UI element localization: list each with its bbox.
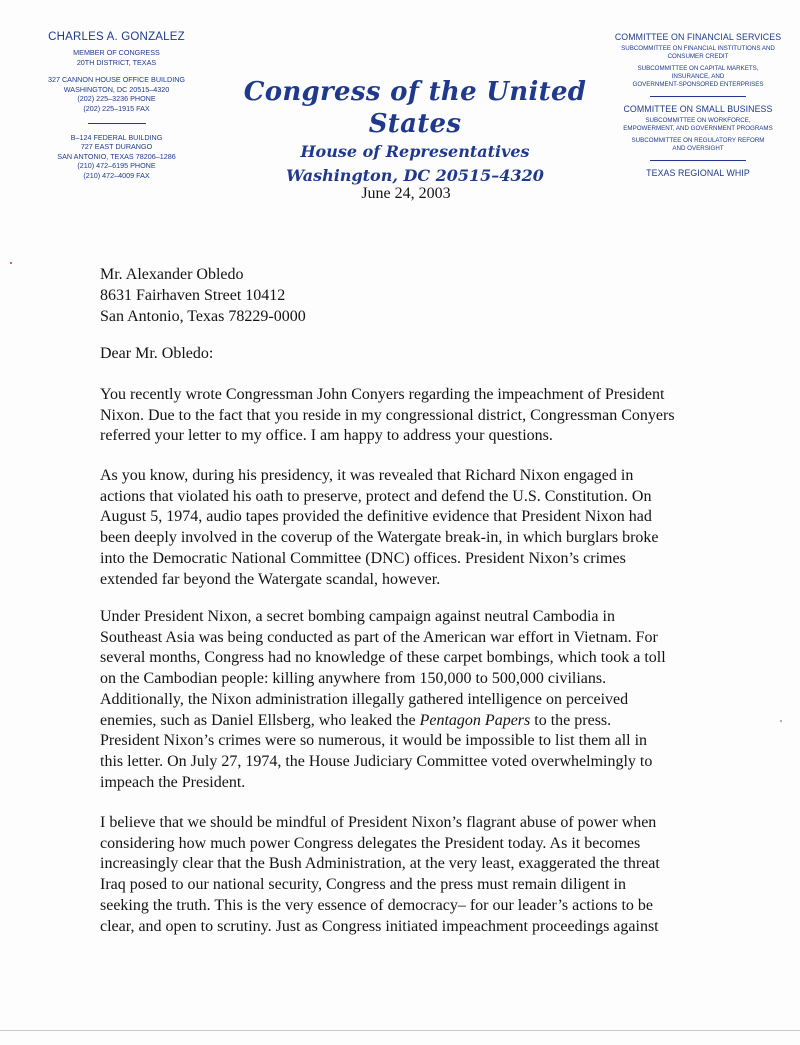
text-line: referred your letter to my office. I am happy to address your questions. — [100, 427, 553, 445]
paragraph-3 — [100, 607, 760, 793]
recipient-address — [100, 264, 306, 327]
paragraph-1 — [100, 385, 760, 447]
text-line: several months, Congress had no knowledge of these carpet bombings, which took a toll — [100, 649, 666, 667]
subcommittee-line: EMPOWERMENT, AND GOVERNMENT PROGRAMS — [623, 125, 773, 132]
tx-office-line: (210) 472–4009 FAX — [83, 170, 150, 180]
divider — [650, 96, 746, 97]
text-line: increasingly clear that the Bush Administration, at the very least, exaggerated the threat — [100, 855, 660, 873]
paragraph-2 — [100, 466, 760, 590]
text-line: Under President Nixon, a secret bombing campaign against neutral Cambodia in — [100, 608, 615, 625]
text-line: into the Democratic National Committee (DNC) offices. President Nixon’s crimes — [100, 549, 626, 567]
tx-office-line: SAN ANTONIO, TEXAS 78206–1286 — [57, 151, 176, 161]
text-line: impeach the President. — [100, 773, 246, 791]
subcommittee-line: SUBCOMMITTEE ON REGULATORY REFORM — [631, 137, 765, 144]
subcommittee-line: GOVERNMENT-SPONSORED ENTERPRISES — [632, 81, 764, 88]
scan-speck — [780, 720, 782, 722]
text-line: Nixon. Due to the fact that you reside in my congressional district, Congressman Conyers — [100, 406, 675, 424]
letter-date: June 24, 2003 — [361, 185, 451, 202]
divider — [88, 123, 146, 124]
congress-title: Congress of the United States — [243, 77, 587, 139]
text-line: considering how much power Congress delegates the President today. As it becomes — [100, 834, 641, 852]
member-district: 20TH DISTRICT, TEXAS — [76, 57, 157, 67]
subcommittee-line: INSURANCE, AND — [671, 73, 725, 80]
dc-office-line: (202) 225–1915 FAX — [83, 103, 150, 113]
text-line — [100, 711, 760, 732]
dc-office-line: 327 CANNON HOUSE OFFICE BUILDING — [48, 75, 185, 85]
text-line: President Nixon’s crimes were so numerous, it would be impossible to list them all in — [100, 732, 648, 750]
subcommittee-line: SUBCOMMITTEE ON CAPITAL MARKETS, — [637, 65, 759, 72]
text-line: actions that violated his oath to preserve, protect and defend the U.S. Constitution. On — [100, 487, 652, 505]
dc-office-line: (202) 225–3236 PHONE — [77, 94, 156, 104]
address-line: San Antonio, Texas 78229-0000 — [100, 308, 306, 325]
text-fragment: to the press. — [530, 711, 612, 729]
washington-address: Washington, DC 20515–4320 — [286, 166, 544, 185]
text-line: seeking the truth. This is the very essence of democracy– for our leader’s actions to be — [100, 896, 654, 914]
pentagon-papers-title: Pentagon Papers — [419, 711, 531, 729]
address-line: Mr. Alexander Obledo — [100, 266, 244, 283]
text-line: this letter. On July 27, 1974, the House Judiciary Committee voted overwhelmingly to — [100, 752, 653, 770]
member-title: MEMBER OF CONGRESS — [73, 48, 160, 57]
dc-office-line: WASHINGTON, DC 20515–4320 — [63, 84, 170, 94]
text-line: extended far beyond the Watergate scandal, however. — [100, 570, 441, 588]
text-line: Southeast Asia was being conducted as part of the American war effort in Vietnam. For — [100, 628, 658, 646]
letterhead-center — [230, 76, 600, 188]
text-line: August 5, 1974, audio tapes provided the definitive evidence that President Nixon had — [100, 508, 652, 526]
text-line: clear, and open to scrutiny. Just as Congress initiated impeachment proceedings against — [100, 917, 659, 935]
subcommittee-line: SUBCOMMITTEE ON WORKFORCE, — [645, 117, 751, 124]
text-line: Iraq posed to our national security, Congress and the press must remain diligent in — [100, 876, 626, 894]
committee-financial-services: COMMITTEE ON FINANCIAL SERVICES — [614, 32, 782, 42]
tx-office-line: B–124 FEDERAL BUILDING — [70, 132, 163, 142]
subcommittee-line: AND OVERSIGHT — [672, 145, 724, 152]
scan-speck — [10, 262, 12, 264]
subcommittee-line: SUBCOMMITTEE ON FINANCIAL INSTITUTIONS AND — [621, 45, 775, 52]
text-line: been deeply involved in the coverup of the Watergate break-in, in which burglars broke — [100, 529, 659, 547]
text-fragment: enemies, such as Daniel Ellsberg, who leaked the — [100, 711, 420, 729]
address-line: 8631 Fairhaven Street 10412 — [100, 287, 286, 304]
paragraph-4 — [100, 813, 760, 937]
member-name: CHARLES A. GONZALEZ — [48, 31, 185, 43]
committee-small-business: COMMITTEE ON SMALL BUSINESS — [623, 104, 773, 114]
text-line: As you know, during his presidency, it was revealed that Richard Nixon engaged in — [100, 467, 634, 484]
divider — [650, 160, 746, 161]
subcommittee-line: CONSUMER CREDIT — [667, 53, 729, 60]
text-line: I believe that we should be mindful of President Nixon’s flagrant abuse of power when — [100, 814, 657, 831]
letterhead-right — [612, 31, 784, 179]
text-line: You recently wrote Congressman John Conyers regarding the impeachment of President — [100, 386, 665, 403]
text-line: Additionally, the Nixon administration illegally gathered intelligence on perceived — [100, 690, 629, 708]
regional-whip: TEXAS REGIONAL WHIP — [646, 168, 750, 178]
tx-office-line: 727 EAST DURANGO — [80, 142, 153, 152]
letterhead-left — [44, 31, 189, 181]
text-line: on the Cambodian people: killing anywhere from 150,000 to 500,000 civilians. — [100, 670, 607, 688]
house-title: House of Representatives — [300, 142, 530, 161]
scan-edge-line — [0, 1030, 800, 1031]
salutation: Dear Mr. Obledo: — [100, 345, 214, 362]
tx-office-line: (210) 472–6195 PHONE — [77, 161, 156, 171]
